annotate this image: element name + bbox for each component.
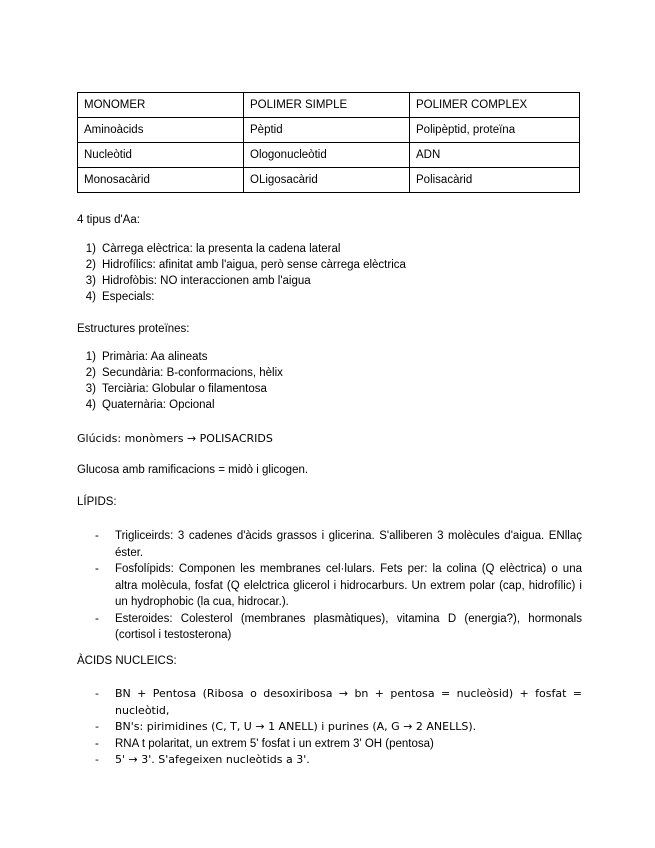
list-item: - BN's: pirimidines (C, T, U → 1 ANELL) i purines (A, G → 2 ANELLS). (77, 719, 582, 736)
list-item: - RNA t polaritat, un extrem 5' fosfat i un extrem 3' OH (pentosa) (77, 736, 582, 753)
table-cell: ADN (410, 143, 580, 168)
table-cell: Polisacàrid (410, 168, 580, 193)
lipids-list (77, 528, 582, 644)
list-item: - BN + Pentosa (Ribosa o desoxiribosa → bn + pentosa = nucleòsid) + fosfat = nucleòtid, (77, 686, 582, 719)
lipids-heading: LÍPIDS: (77, 496, 117, 508)
table-cell: Monosacàrid (78, 168, 244, 193)
proteins-list (77, 349, 582, 413)
list-item: 1) Càrrega elèctrica: la presenta la cadena lateral (85, 243, 341, 255)
list-item: 1) Primària: Aa alineats (85, 351, 208, 363)
list-item: 3) Terciària: Globular o filamentosa (85, 383, 267, 395)
glucosa-line: Glucosa amb ramificacions = midò i glicogen. (77, 464, 309, 476)
list-item: 3) Hidrofòbis: NO interaccionen amb l'aigua (85, 275, 311, 287)
list-item: - 5' → 3'. S'afegeixen nucleòtids a 3'. (77, 752, 582, 769)
list-item: - Esteroides: Colesterol (membranes plasmàtiques), vitamina D (energia?), hormonals (cortisol i testosterona) (77, 611, 582, 644)
table-cell: POLIMER COMPLEX (410, 93, 580, 118)
table-row (78, 143, 580, 168)
aa-list (77, 241, 582, 305)
list-item: 4) Quaternària: Opcional (85, 399, 215, 411)
list-item: - Fosfolípids: Componen les membranes cel·lulars. Fets per: la colina (Q elèctrica) o una altra molècula, fosfat (Q elelctrica glicerol i hidrocarburs. Un extrem polar (cap, hidrofílic) i un hydrophobic (la cua, hidrocar.). (77, 561, 582, 611)
polymer-table (77, 92, 580, 193)
table-row (78, 118, 580, 143)
nucleics-list (77, 686, 582, 769)
table-header-row (78, 93, 580, 118)
glucids-line: Glúcids: monòmers → POLISACRIDS (77, 432, 273, 445)
proteins-heading: Estructures proteïnes: (77, 323, 190, 335)
table-cell: Polipèptid, proteïna (410, 118, 580, 143)
table-cell: Ologonucleòtid (244, 143, 410, 168)
nucleics-heading: ÀCIDS NUCLEICS: (77, 655, 177, 667)
table-cell: POLIMER SIMPLE (244, 93, 410, 118)
list-item: 4) Especials: (85, 291, 155, 303)
table-row (78, 168, 580, 193)
table-cell: Pèptid (244, 118, 410, 143)
table-cell: Nucleòtid (78, 143, 244, 168)
list-item: 2) Hidrofílics: afinitat amb l'aigua, però sense càrrega elèctrica (85, 259, 406, 271)
table-cell: OLigosacàrid (244, 168, 410, 193)
table-cell: MONOMER (78, 93, 244, 118)
list-item: - Trigliceirds: 3 cadenes d'àcids grassos i glicerina. S'alliberen 3 molècules d'aigua. ENllaç éster. (77, 528, 582, 561)
table-cell: Aminoàcids (78, 118, 244, 143)
aa-heading: 4 tipus d'Aa: (77, 214, 140, 226)
list-item: 2) Secundària: B-conformacions, hèlix (85, 367, 283, 379)
